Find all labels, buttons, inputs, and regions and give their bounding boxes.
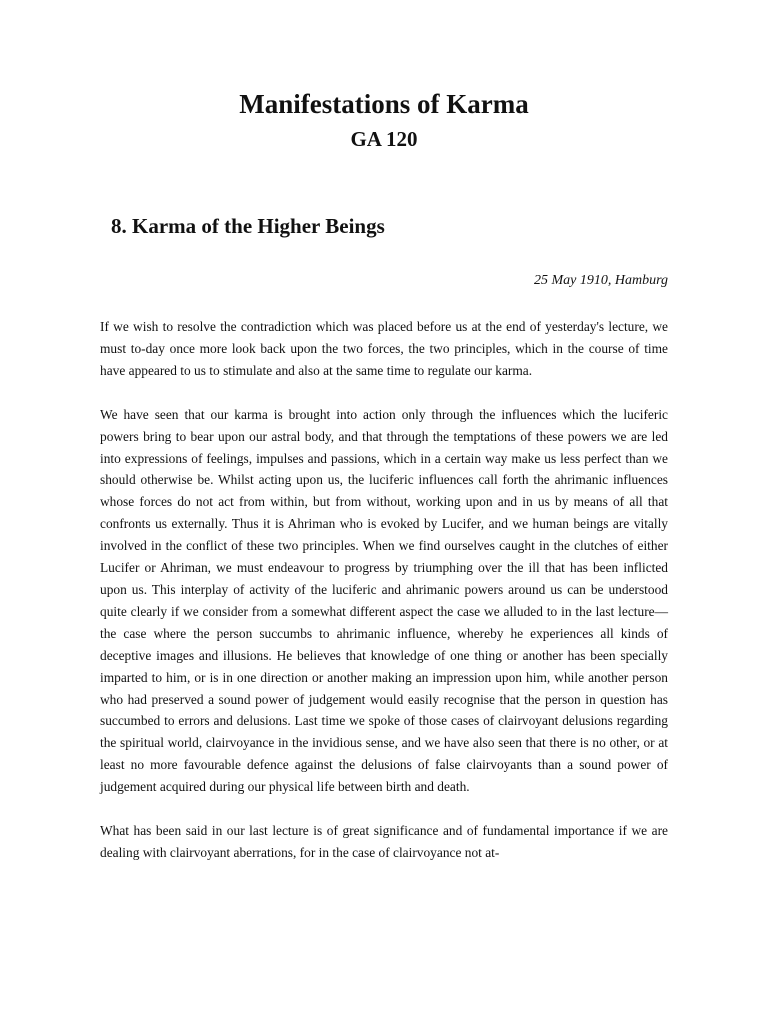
paragraph-2: We have seen that our karma is brought into action only through the influences which the luciferic powers bring to bear upon our astral body, and that through the temptations of these powers we are led into expressions of feelings, impulses and passions, which in a certain way make us less perfect than we should otherwise be. Whilst acting upon us, the luciferic influences call forth the ahrimanic influences whose forces do not act from within, but from without, working upon and in us by means of all that confronts us externally. Thus it is Ahriman who is evoked by Lucifer, and we human beings are vitally involved in the conflict of these two principles. When we find ourselves caught in the clutches of either Lucifer or Ahriman, we must endeavour to progress by triumphing over the ill that has been inflicted upon us. This interplay of activity of the luciferic and ahrimanic powers around us can be understood quite clearly if we consider from a somewhat different aspect the case we alluded to in the last lecture—the case where the person succumbs to ahrimanic influence, whereby he experiences all kinds of deceptive images and illusions. He believes that knowledge of one thing or another has been specially imparted to him, or is in one direction or another making an impression upon him, while another person who had preserved a sound power of judgement would easily recognise that the person in question has succumbed to errors and delusions. Last time we spoke of those cases of clairvoyant delusions regarding the spiritual world, clairvoyance in the invidious sense, and we have also seen that there is no other, or at least no more favourable defence against the delusions of false clairvoyants than a sound power of judgement acquired during our physical life between birth and death. (100, 406, 668, 795)
document-subtitle: GA 120 (350, 127, 418, 151)
chapter-heading: 8. Karma of the Higher Beings (111, 214, 385, 238)
document-title: Manifestations of Karma (239, 89, 529, 119)
lecture-dateline: 25 May 1910, Hamburg (533, 273, 668, 288)
paragraph-1: If we wish to resolve the contradiction which was placed before us at the end of yesterday's lecture, we must to-day once more look back upon the two forces, the two principles, which in the course of time have appeared to us to stimulate and also at the same time to regulate our karma. (100, 319, 668, 378)
body-text (100, 316, 668, 886)
paragraph-3: What has been said in our last lecture is of great significance and of fundamental importance if we are dealing with clairvoyant aberrations, for in the case of clairvoyance not at- (100, 823, 668, 860)
